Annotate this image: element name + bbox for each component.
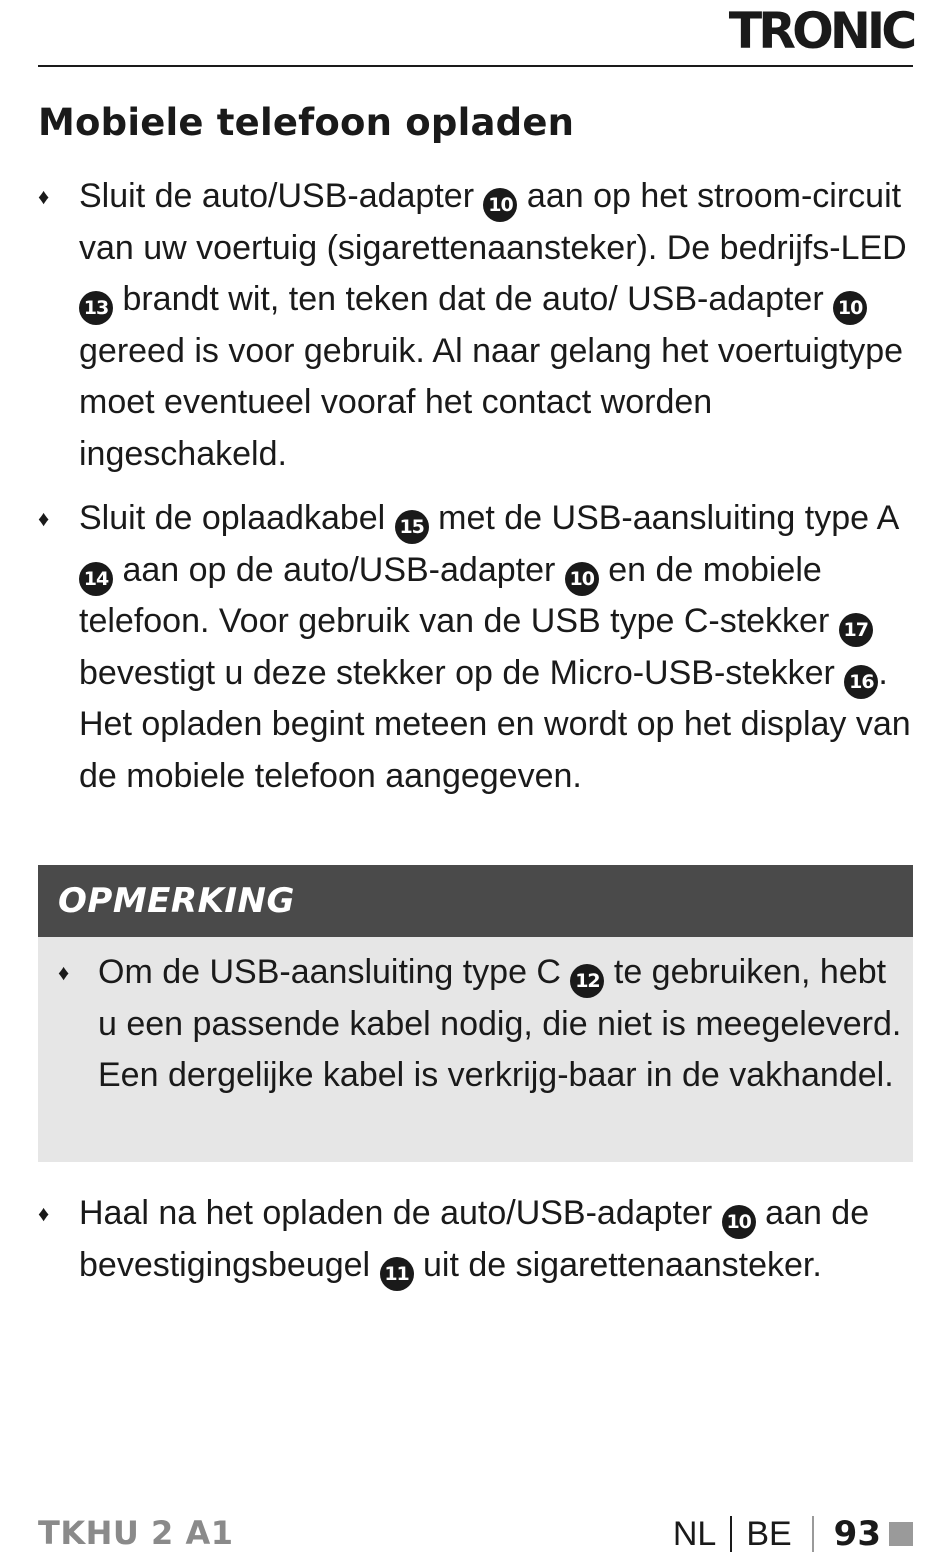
footer-locale bbox=[673, 1512, 913, 1556]
bullet-icon: ♦ bbox=[38, 1201, 50, 1226]
note-header: OPMERKING bbox=[38, 865, 913, 937]
page-number: 93 bbox=[833, 1514, 881, 1554]
note-item bbox=[58, 947, 903, 1102]
page-marker-icon bbox=[889, 1522, 913, 1546]
list-item-text: Sluit de oplaadkabel 15 met de USB-aansluiting type A 14 aan op de auto/USB-adapter 10 en de mobiele telefoon. Voor gebruik van de USB type C-stekker 17 bevestigt u deze stekker op de Micro-USB-stekker 16 . Het opladen begint meteen en wordt op het display van de mobiele telefoon aangegeven. bbox=[79, 499, 911, 795]
callout-number: 12 bbox=[570, 964, 604, 998]
callout-number: 11 bbox=[380, 1257, 414, 1291]
header-divider bbox=[38, 65, 913, 67]
note-text: Om de USB-aansluiting type C 12 te gebruiken, hebt u een passende kabel nodig, die niet is meegeleverd. Een dergelijke kabel is verkrijg-baar in de vakhandel. bbox=[98, 953, 902, 1094]
model-number: TKHU 2 A1 bbox=[38, 1514, 234, 1552]
callout-number: 10 bbox=[565, 562, 599, 596]
callout-number: 10 bbox=[483, 188, 517, 222]
language-nl: NL bbox=[672, 1514, 717, 1553]
callout-number: 13 bbox=[79, 291, 113, 325]
brand-logo: TRONIC bbox=[728, 2, 913, 60]
list-item bbox=[38, 171, 913, 480]
language-be: BE bbox=[746, 1514, 792, 1553]
section-title: Mobiele telefoon opladen bbox=[38, 101, 575, 144]
footer-divider bbox=[730, 1516, 732, 1552]
callout-number: 10 bbox=[833, 291, 867, 325]
callout-number: 14 bbox=[79, 562, 113, 596]
footer-divider bbox=[812, 1516, 814, 1552]
bullet-icon: ♦ bbox=[58, 960, 70, 985]
bullet-icon: ♦ bbox=[38, 184, 50, 209]
callout-number: 10 bbox=[722, 1205, 756, 1239]
list-item-text: Haal na het opladen de auto/USB-adapter 10 aan de bevestigingsbeugel 11 uit de sigarettenaansteker. bbox=[79, 1188, 913, 1291]
callout-number: 16 bbox=[844, 665, 878, 699]
callout-number: 15 bbox=[395, 510, 429, 544]
list-item-text: Sluit de auto/USB-adapter 10 aan op het stroom-circuit van uw voertuig (sigarettenaansteker). De bedrijfs-LED 13 brandt wit, ten teken dat de auto/ USB-adapter 10 gereed is voor gebruik. Al naar gelang het voertuigtype moet eventueel vooraf het contact worden ingeschakeld. bbox=[79, 177, 907, 473]
list-item bbox=[38, 493, 913, 802]
list-item bbox=[38, 1188, 913, 1291]
note-box bbox=[38, 865, 913, 1162]
page-footer bbox=[38, 1512, 913, 1556]
bullet-icon: ♦ bbox=[38, 506, 50, 531]
callout-number: 17 bbox=[839, 613, 873, 647]
